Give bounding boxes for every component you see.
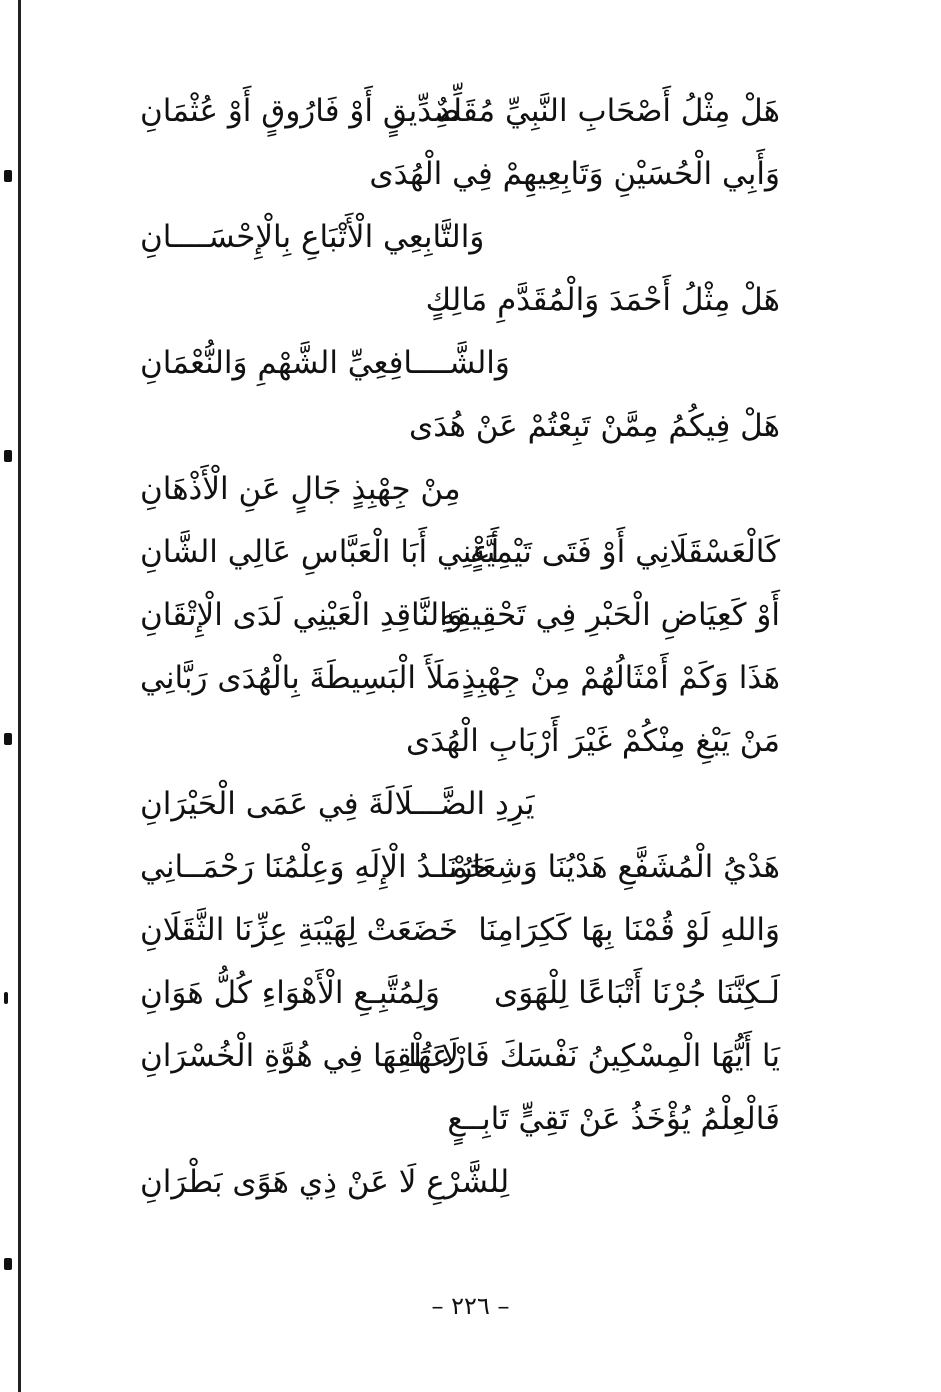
- verse-line: [140, 332, 780, 395]
- verse-second-hemistich: حَمْــدُ الْإِلَهِ وَعِلْمُنَا رَحْمَــانِي: [140, 849, 489, 885]
- verse-line: [140, 1088, 780, 1151]
- verse-first-hemistich: وَأَبِي الْحُسَيْنِ وَتَابِعِيهِمْ فِي الْهُدَى: [369, 156, 780, 192]
- verse-second-hemistich: خَضَعَتْ لِهَيْبَةِ عِزِّنَا الثَّقَلَانِ: [140, 912, 459, 948]
- verse-line: [140, 206, 780, 269]
- verse-line: [140, 773, 780, 836]
- verse-first-hemistich: كَالْعَسْقَلَانِي أَوْ فَتَى تَيْمِيَّةٍ: [470, 534, 780, 570]
- verse-second-hemistich: وَلِمُتَّبِـعِ الْأَهْوَاءِ كُلُّ هَوَانِ: [140, 975, 441, 1011]
- verse-second-hemistich: يَرِدِ الضَّـــلَالَةَ فِي عَمَى الْحَيْرَانِ: [140, 786, 535, 822]
- scan-edge-border: [18, 0, 21, 1392]
- verse-first-hemistich: هَذَا وَكَمْ أَمْثَالُهُمْ مِنْ جِهْبِذٍ: [461, 660, 780, 696]
- verse-first-hemistich: يَا أَيُّهَا الْمِسْكِينُ نَفْسَكَ فَارْعَهَا: [408, 1038, 780, 1074]
- verse-line: [140, 710, 780, 773]
- verse-first-hemistich: أَوْ كَعِيَاضِ الْحَبْرِ فِي تَحْقِيقِهِ: [439, 597, 780, 633]
- verse-line: [140, 458, 780, 521]
- poem-body: [140, 80, 780, 1214]
- verse-second-hemistich: مِنْ جِهْبِذٍ جَالٍ عَنِ الْأَذْهَانِ: [140, 471, 461, 507]
- verse-line: [140, 647, 780, 710]
- verse-line: [140, 395, 780, 458]
- verse-first-hemistich: هَلْ مِثْلُ أَحْمَدَ وَالْمُقَدَّمِ مَالِكٍ: [425, 282, 780, 318]
- verse-line: [140, 143, 780, 206]
- verse-second-hemistich: مَلَأَ الْبَسِيطَةَ بِالْهُدَى رَبَّانِي: [140, 660, 461, 696]
- verse-first-hemistich: هَدْيُ الْمُشَفَّعِ هَدْيُنَا وَشِعَارُنَا: [439, 849, 780, 885]
- verse-second-hemistich: وَالنَّاقِدِ الْعَيْنِي لَدَى الْإِتْقَانِ: [140, 597, 463, 633]
- verse-second-hemistich: لَا تُلْقِهَا فِي هُوَّةِ الْخُسْرَانِ: [140, 1038, 459, 1074]
- verse-second-hemistich: أَعْنِي أَبَا الْعَبَّاسِ عَالِي الشَّانِ: [140, 534, 500, 570]
- margin-mark: [4, 450, 12, 462]
- margin-mark: [4, 992, 8, 1004]
- verse-first-hemistich: هَلْ فِيكُمُ مِمَّنْ تَبِعْتُمْ عَنْ هُدَى: [408, 408, 780, 444]
- verse-first-hemistich: مَنْ يَبْغِ مِنْكُمْ غَيْرَ أَرْبَابِ الْهُدَى: [405, 723, 780, 759]
- verse-second-hemistich: وَالتَّابِعِي الْأَتْبَاعِ بِالْإِحْسَــــانِ: [140, 219, 485, 255]
- verse-second-hemistich: صِدِّيقٍ أَوْ فَارُوقٍ أَوْ عُثْمَانِ: [140, 93, 460, 129]
- margin-mark: [4, 733, 12, 745]
- verse-second-hemistich: وَالشَّــــافِعِيِّ الشَّهْمِ وَالنُّعْمَانِ: [140, 345, 510, 381]
- verse-first-hemistich: فَالْعِلْمُ يُؤْخَذُ عَنْ تَقِيٍّ تَابِــعٍ: [447, 1101, 780, 1137]
- verse-first-hemistich: هَلْ مِثْلُ أَصْحَابِ النَّبِيِّ مُقَلِّدٌ: [436, 93, 780, 129]
- verse-line: [140, 962, 780, 1025]
- verse-first-hemistich: وَاللهِ لَوْ قُمْنَا بِهَا كَكِرَامِنَا: [478, 912, 780, 948]
- verse-line: [140, 80, 780, 143]
- margin-mark: [4, 170, 12, 182]
- verse-line: [140, 1151, 780, 1214]
- margin-mark: [4, 1258, 12, 1270]
- verse-first-hemistich: لَـكِنَّنَا جُرْنَا أَتْبَاعًا لِلْهَوَى: [494, 975, 780, 1011]
- verse-line: [140, 269, 780, 332]
- verse-second-hemistich: لِلشَّرْعِ لَا عَنْ ذِي هَوًى بَطْرَانِ: [140, 1164, 510, 1200]
- verse-line: [140, 899, 780, 962]
- page-number: – ٢٢٦ –: [431, 1292, 510, 1320]
- verse-line: [140, 521, 780, 584]
- verse-line: [140, 836, 780, 899]
- verse-line: [140, 1025, 780, 1088]
- verse-line: [140, 584, 780, 647]
